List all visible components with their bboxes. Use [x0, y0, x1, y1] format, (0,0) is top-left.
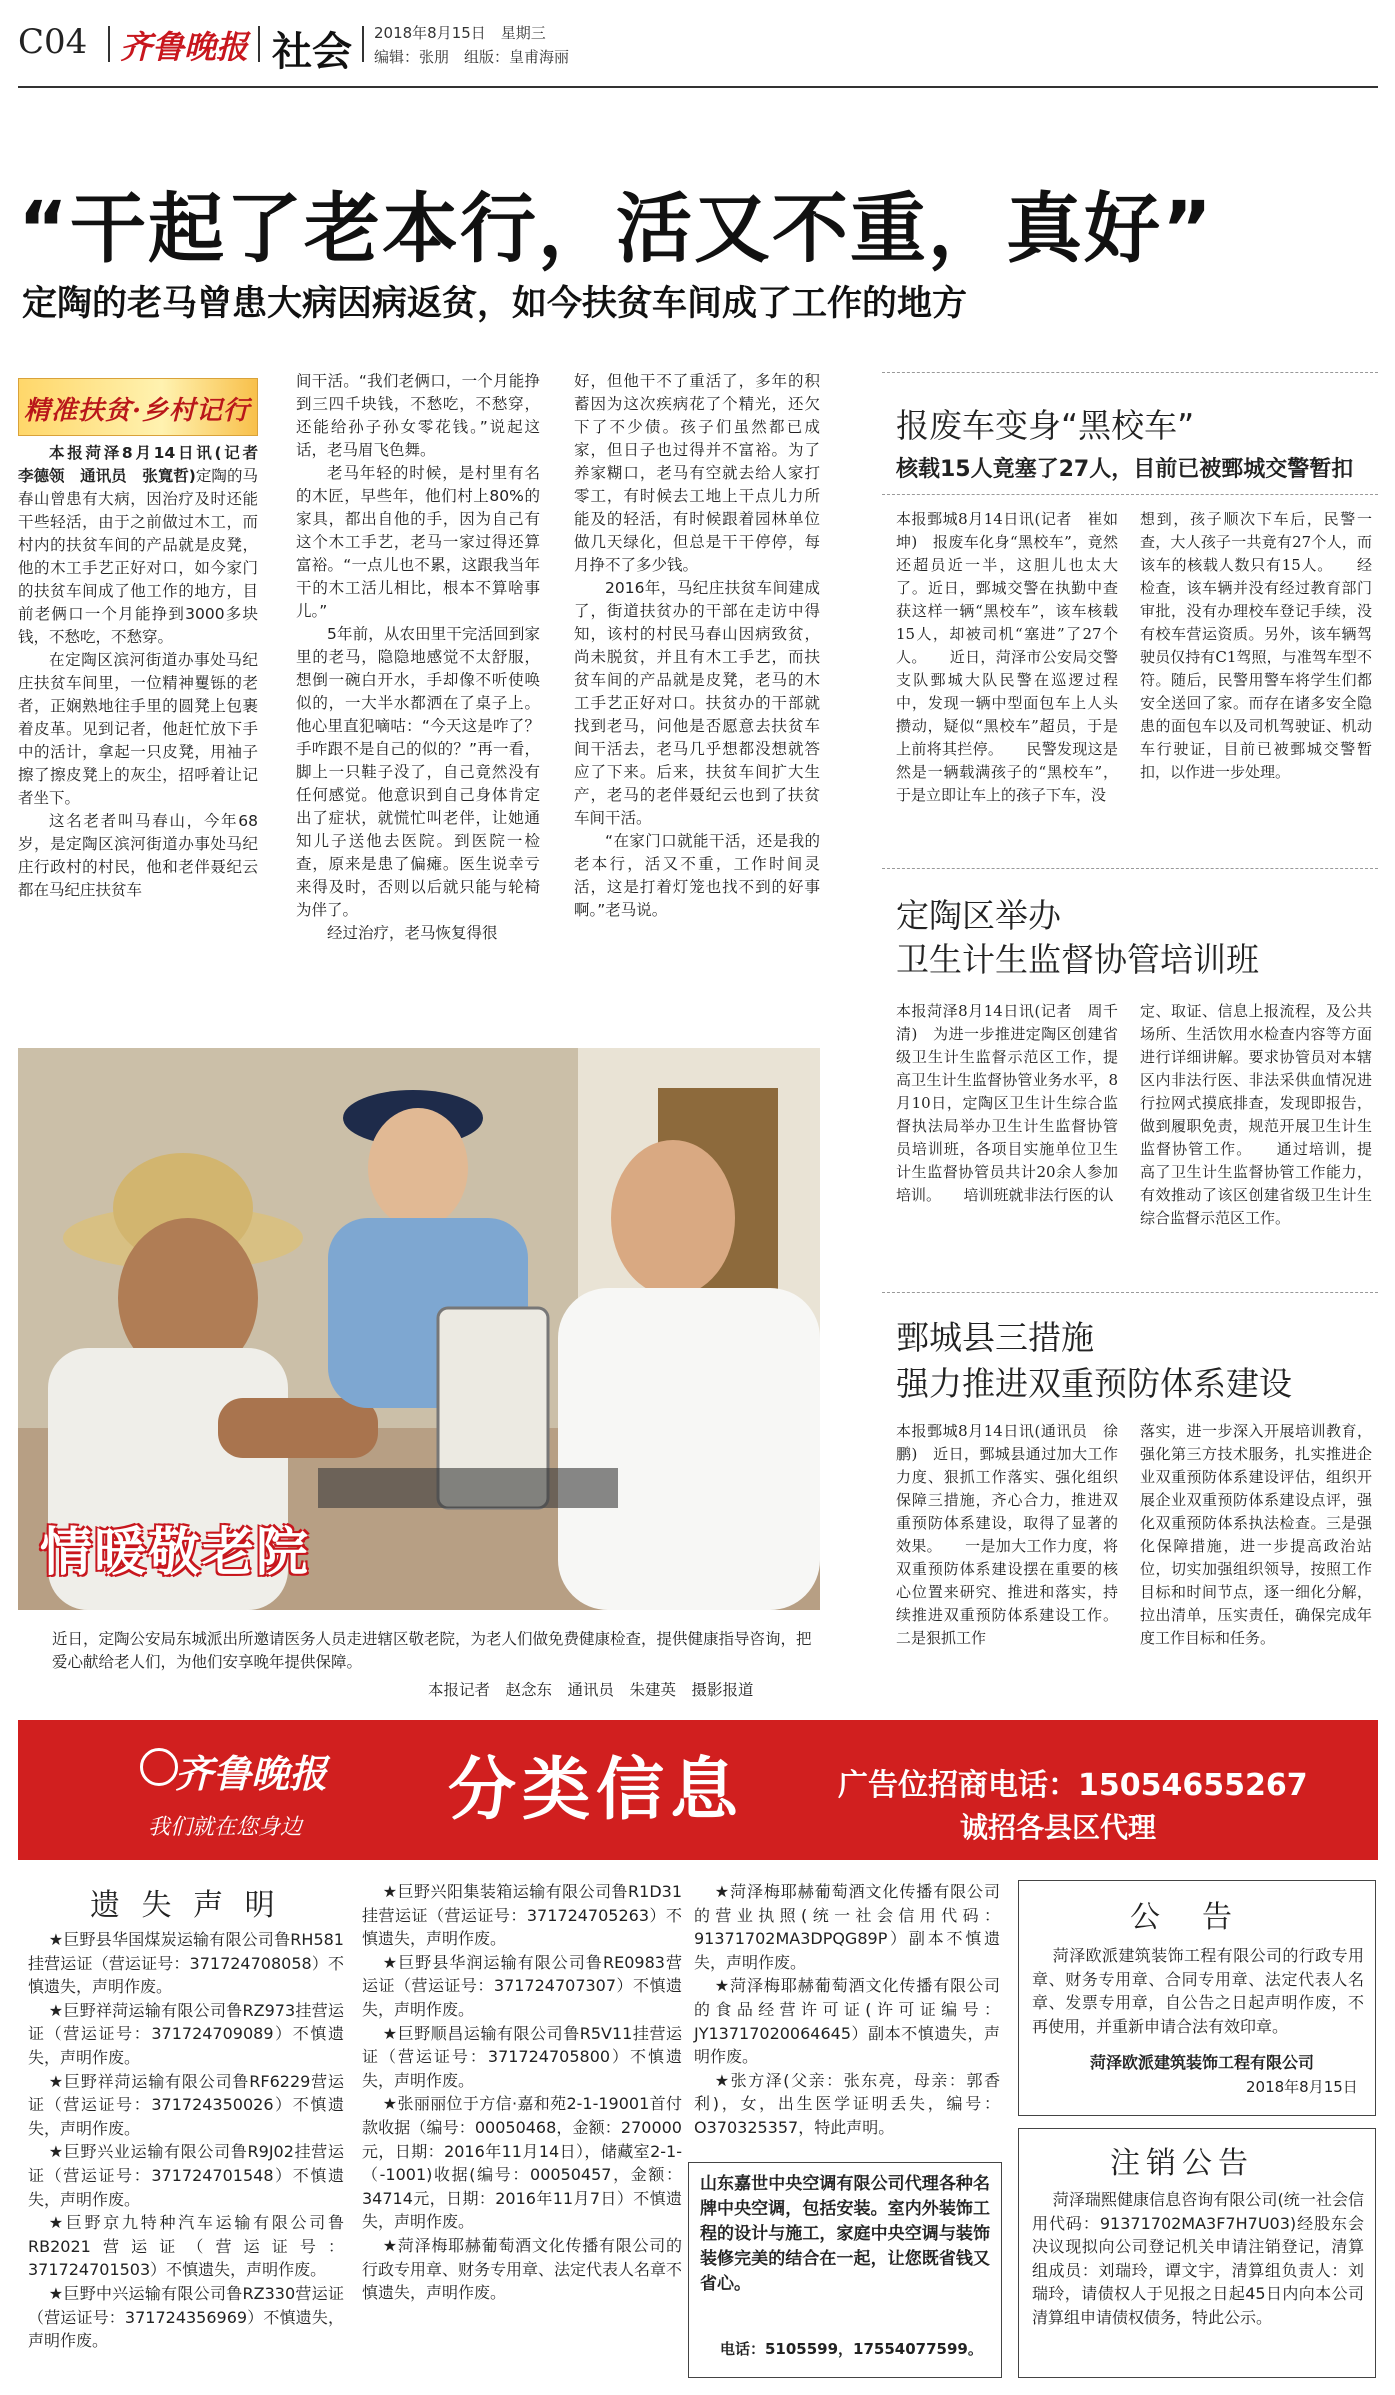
story-title: 定陶区举办: [896, 896, 1061, 935]
main-subheadline: 定陶的老马曾患大病因病返贫，如今扶贫车间成了工作的地方: [22, 284, 968, 324]
lost-notice-title: 遗 失 声 明: [90, 1888, 281, 1923]
story-paragraph: 2016年，马纪庄扶贫车间建成了，街道扶贫办的干部在走访中得知，该村的村民马春山因病致贫，尚未脱贫，并且有木工手艺，而扶贫车间的产品就是皮凳，老马的木工手艺正好对口。扶贫办的干部就找到老马，问他是否愿意去扶贫车间干活去，老马几乎想都没想就答应了下来。后来，扶贫车间扩大生产，老马的老伴聂纪云也到了扶贫车间干活。: [574, 579, 820, 827]
story-column: 本报菏泽8月14日讯(记者 周千清) 为进一步推进定陶区创建省级卫生计生监督示范区工作，提高卫生计生监督协管业务水平，8月10日，定陶区卫生计生综合监督执法局举办卫生计生监督协管员培训班，各项目实施单位卫生计生监督协管员共计20余人参加培训。 培训班就非法行医的认: [896, 1002, 1118, 1204]
notice-item: ★巨野兴业运输有限公司鲁R9J02挂营运证（营运证号：371724701548）不慎遗失，声明作废。: [28, 2142, 344, 2209]
notice-item: ★巨野中兴运输有限公司鲁RZ330营运证（营运证号：371724356969）不慎遗失，声明作废。: [28, 2283, 344, 2351]
notice-item: ★巨野祥菏运输有限公司鲁RZ973挂营运证（营运证号：371724709089）不慎遗失，声明作废。: [28, 2000, 344, 2067]
divider: [362, 26, 364, 62]
story-paragraph: 好，但他干不了重活了，多年的积蓄因为这次疾病花了个精光，还欠下了不少债。孩子们虽然都已成家，但日子也过得并不富裕。为了养家糊口，老马有空就去给人家打零工，有时候去工地上干点儿力所能及的轻活，有时候跟着园林单位做几天绿化，但总是干干停停，每月挣不了多少钱。: [574, 372, 820, 574]
divider: [882, 494, 1378, 495]
classified-column-2: [362, 1880, 682, 2305]
classified-logo: 齐鲁晚报: [175, 1751, 328, 1796]
story-paragraph: 间干活。“我们老俩口，一个月能挣到三四千块钱，不愁吃，不愁穿，还能给孙子孙女零花钱。”说起这话，老马眉飞色舞。: [296, 372, 540, 459]
story-paragraph: 老马年轻的时候，是村里有名的木匠，早些年，他们村上80%的家具，都出自他的手，因为自己有这个木工手艺，老马一家过得还算富裕。“一点儿也不累，这跟我当年干的木工活儿相比，根本不算啥事儿。”: [296, 464, 540, 620]
notice-item: ★菏泽梅耶赫葡萄酒文化传播有限公司的行政专用章、财务专用章、法定代表人名章不慎遗失，声明作废。: [362, 2235, 683, 2303]
newspaper-logo: 齐鲁晚报: [120, 28, 249, 66]
cancellation-body: [1032, 2188, 1364, 2330]
notice-item: ★巨野县华国煤炭运输有限公司鲁RH581挂营运证（营运证号：371724708058）不慎遗失，声明作废。: [28, 1930, 344, 1997]
ad-box-text: 山东嘉世中央空调有限公司代理各种名牌中央空调，包括安装。室内外装饰工程的设计与施工，家庭中央空调与装饰装修完美的结合在一起，让您既省钱又省心。: [700, 2174, 990, 2294]
story-subtitle: 核载15人竟塞了27人，目前已被鄄城交警暂扣: [896, 457, 1354, 482]
issue-date: 2018年8月15日 星期三: [374, 24, 546, 42]
story-title-line2: 强力推进双重预防体系建设: [896, 1364, 1292, 1403]
notice-item: ★张丽丽位于方信·嘉和苑2-1-19001首付款收据（编号：00050468，金额：270000元，日期：2016年11月14日），储藏室2-1-（-1001)收据(编号：00050457，金额：34714元，日期：2016年11月7日）不慎遗失，声明作废。: [362, 2094, 682, 2232]
classified-recruit: 诚招各县区代理: [960, 1811, 1157, 1844]
story-paragraph: “在家门口就能干活，还是我的老本行，活又不重，工作时间灵活，这是打着灯笼也找不到的好事啊。”老马说。: [574, 832, 820, 919]
notice-item: ★巨野县华润运输有限公司鲁RE0983营运证（营运证号：371724707307）不慎遗失，声明作废。: [362, 1952, 682, 2019]
story-column-1: [18, 442, 274, 902]
notice-item: ★菏泽梅耶赫葡萄酒文化传播有限公司的营业执照(统一社会信用代码：91371702MA3DPQG89P）副本不慎遗失，声明作废。: [694, 1882, 1000, 1972]
notice-item: ★菏泽梅耶赫葡萄酒文化传播有限公司的食品经营许可证(许可证编号：JY13717020064645）副本不慎遗失，声明作废。: [694, 1976, 1000, 2067]
story-title-line2: 卫生计生监督协管培训班: [896, 940, 1259, 979]
story-title: 鄄城县三措施: [896, 1318, 1094, 1357]
story-title: 报废车变身“黑校车”: [896, 406, 1195, 445]
story-paragraph: 这名老者叫马春山，今年68岁，是定陶区滨河街道办事处马纪庄行政村的村民，他和老伴聂纪云都在马纪庄扶贫车: [18, 812, 258, 899]
photo-credit: 本报记者 赵念东 通讯员 朱建英 摄影报道: [428, 1681, 754, 1699]
notice-item: ★巨野京九特种汽车运输有限公司鲁RB2021营运证（营运证号：371724701503）不慎遗失，声明作废。: [28, 2213, 344, 2280]
notice-signer: 菏泽欧派建筑装饰工程有限公司: [1090, 2053, 1315, 2072]
story-column: 本报鄄城8月14日讯(通讯员 徐鹏) 近日，鄄城县通过加大工作力度、狠抓工作落实、强化组织保障三措施，齐心合力，推进双重预防体系建设，取得了显著的效果。 一是加大工作力度，将双重预防体系建设摆在重要的核心位置来研究、推进和落实，持续推进双重预防体系建设工作。二是狠抓工作: [896, 1422, 1118, 1647]
cancellation-title: 注销公告: [1110, 2146, 1254, 2181]
editor-credit: 编辑：张朋 组版：皇甫海丽: [374, 48, 570, 66]
notice-text: 菏泽欧派建筑装饰工程有限公司的行政专用章、财务专用章、合同专用章、法定代表人名章、发票专用章，自公告之日起声明作废，不再使用，并重新申请合法有效印章。: [1032, 1946, 1364, 2036]
divider: [882, 1292, 1378, 1293]
story-column: 落实，进一步深入开展培训教育，强化第三方技术服务，扎实推进企业双重预防体系建设评估，组织开展企业双重预防体系建设点评，强化双重预防体系执法检查。三是强化保障措施，进一步提高政治站位，切实加强组织领导，按照工作目标和时间节点，逐一细化分解，拉出清单，压实责任，确保完成年度工作目标和任务。: [1140, 1422, 1372, 1647]
photo-overlay-title: 情暖敬老院: [40, 1523, 311, 1583]
divider: [108, 26, 110, 62]
classified-slogan: 我们就在您身边: [148, 1815, 303, 1840]
notice-item: ★巨野祥菏运输有限公司鲁RF6229营运证（营运证号：371724350026）不慎遗失，声明作废。: [28, 2071, 344, 2138]
column-banner-label: 精准扶贫·乡村记行: [24, 396, 251, 426]
section-title: 社会: [272, 29, 352, 75]
divider: [882, 372, 1378, 373]
story-paragraph: 经过治疗，老马恢复得很: [327, 924, 498, 942]
notice-body: [1032, 1944, 1364, 2038]
notice-item: ★巨野兴阳集装箱运输有限公司鲁R1D31挂营运证（营运证号：371724705263）不慎遗失，声明作废。: [362, 1882, 682, 1949]
notice-item: ★张方泽(父亲：张东亮，母亲：郭香利)，女，出生医学证明丢失，编号：O370325357，特此声明。: [694, 2070, 1000, 2137]
notice-date: 2018年8月15日: [1246, 2078, 1358, 2096]
story-paragraph: 在定陶区滨河街道办事处马纪庄扶贫车间里，一位精神矍铄的老者，正娴熟地往手里的圆凳上包裹着皮革。见到记者，他赶忙放下手中的活计，拿起一只皮凳，用袖子擦了擦皮凳上的灰尘，招呼着让记者坐下。: [18, 651, 258, 807]
page-number: C04: [18, 22, 88, 62]
logo-emblem-icon: [140, 1748, 178, 1786]
header-rule: [18, 86, 1378, 88]
story-paragraph: 本报菏泽8月14日讯(记者 李德领 通讯员 张寬哲)定陶的马春山曾患有大病，因治疗及时还能干些轻活，由于之前做过木工，而村内的扶贫车间的产品就是皮凳，他的木工手艺正好对口，如今家门的扶贫车间成了他工作的地方，目前老俩口一个月能挣到3000多块钱，不愁吃，不愁穿。: [18, 444, 274, 646]
divider: [882, 868, 1378, 869]
story-column: 本报鄄城8月14日讯(记者 崔如坤) 报废车化身“黑校车”，竟然还超员近一半，这胆儿也太大了。近日，鄄城交警在执勤中查获这样一辆“黑校车”，该车核载15人，却被司机“塞进”了27个人。 近日，菏泽市公安局交警支队鄄城大队民警在巡逻过程中，发现一辆中型面包车上人头攒动，疑似“黑校车”超员，于是上前将其拦停。 民警发现这是然是一辆载满孩子的“黑校车”，于是立即让车上的孩子下车，没: [896, 510, 1118, 804]
notice-title: 公 告: [1130, 1900, 1238, 1935]
classified-phone: 广告位招商电话：15054655267: [838, 1768, 1308, 1803]
notice-item: ★巨野顺昌运输有限公司鲁R5V11挂营运证（营运证号：371724705800）不慎遗失，声明作废。: [362, 2023, 682, 2090]
story-column-3: [574, 370, 820, 922]
story-column-2: [296, 370, 540, 945]
photo-caption: 近日，定陶公安局东城派出所邀请医务人员走进辖区敬老院，为老人们做免费健康检查，提供健康指导咨询，把爱心献给老人们，为他们安享晚年提供保障。: [52, 1630, 812, 1671]
story-column: 想到，孩子顺次下车后，民警一查，大人孩子一共竟有27个人，而该车的核载人数只有15人。 经检查，该车辆并没有经过教育部门审批，没有办理校车登记手续，没有校车营运资质。另外，该车辆驾驶员仅持有C1驾照，与准驾车型不符。随后，民警用警车将学生们都安全送回了家。而存在诸多安全隐患的面包车以及司机驾驶证、机动车行驶证，目前已被鄄城交警暂扣，以作进一步处理。: [1140, 510, 1372, 781]
divider: [258, 26, 260, 62]
story-column: 定、取证、信息上报流程，及公共场所、生活饮用水检查内容等方面进行详细讲解。要求协管员对本辖区内非法行医、非法采供血情况进行拉网式摸底排查，发现即报告，做到履职免责，规范开展卫生计生监督协管工作。 通过培训，提高了卫生计生监督协管工作能力，有效推动了该区创建省级卫生计生综合监督示范区工作。: [1140, 1002, 1372, 1227]
classified-column-3: [694, 1880, 1000, 2140]
classified-column-1: [28, 1928, 344, 2353]
classified-title: 分类信息: [448, 1751, 745, 1830]
cancellation-text: 菏泽瑞熙健康信息咨询有限公司(统一社会信用代码：91371702MA3F7H7U03)经股东会决议现拟向公司登记机关申请注销登记，清算组成员：刘瑞玲，谭文宇，清算组负责人：刘瑞玲，请债权人于见报之日起45日内向本公司清算组申请债权债务，特此公示。: [1032, 2190, 1364, 2327]
story-paragraph: 5年前，从农田里干完活回到家里的老马，隐隐地感觉不太舒服，想倒一碗白开水，手却像不听使唤似的，一大半水都洒在了桌子上。他心里直犯嘀咕：“今天这是咋了？手咋跟不是自己的似的？”再一看，脚上一只鞋子没了，自己竟然没有任何感觉。他意识到自己身体肯定出了症状，就慌忙叫老伴，让她通知儿子送他去医院。到医院一检查，原来是患了偏瘫。医生说幸亏来得及时，否则以后就只能与轮椅为伴了。: [296, 625, 540, 919]
ad-box-phone: 电话：5105599，17554077599。: [720, 2340, 983, 2358]
main-headline: “干起了老本行，活又不重，真好”: [18, 184, 1214, 273]
